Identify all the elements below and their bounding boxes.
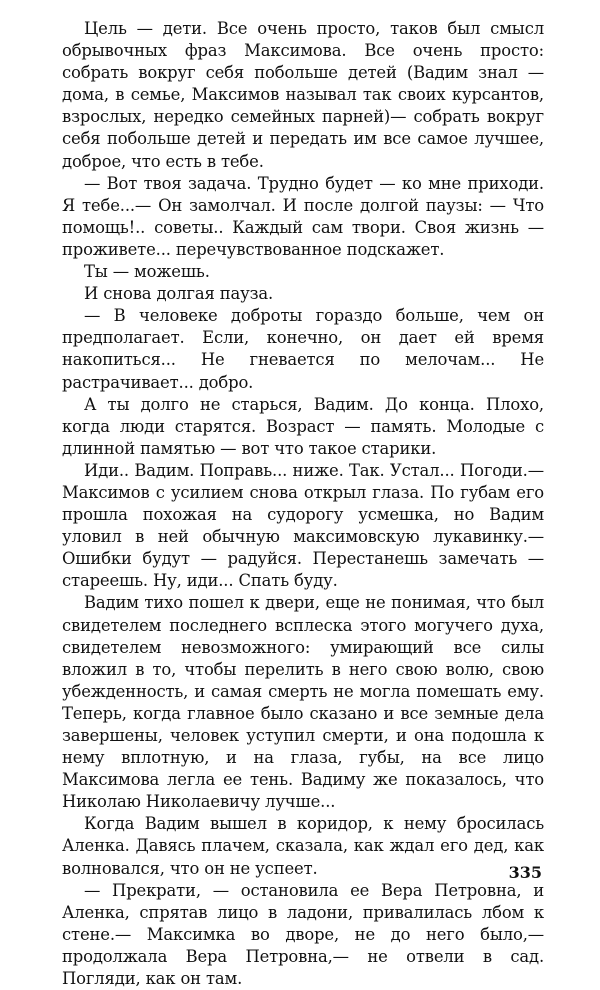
paragraph-alenka: Когда Вадим вышел в коридор, к нему бросилась Аленка. Давясь плачем, сказала, как ждал его дед, как волновался, что он не успеет. — [62, 814, 544, 878]
paragraph-vera-petrovna: — Прекрати, — остановила ее Вера Петровна, и Аленка, спрятав лицо в ладони, привалилась лбом к стене.— Максимка во дворе, не до него было,— продолжала Вера Петровна,— не отвели в сад. Погляди, как он там. — [62, 880, 544, 989]
paragraph-go-vadim: Иди.. Вадим. Поправь... ниже. Так. Устал... Погоди.— Максимов с усилием снова открыл глаза. По губам его прошла похожая на судорогу усмешка, но Вадим уловил в ней обычную максимовскую лукавинку.— Ошибки будут — радуйся. Перестанешь замечать — стареешь. Ну, иди... Спать буду. — [62, 460, 544, 591]
page-number: 335 — [508, 863, 542, 882]
paragraph-your-task: — Вот твоя задача. Трудно будет — ко мне приходи. Я тебе...— Он замолчал. И после долгой паузы: — Что помощь!.. советы.. Каждый сам твори. Своя жизнь — проживете... перечувствованное подскажет. — [62, 173, 544, 259]
paragraph-dont-age: А ты долго не старься, Вадим. До конца. Плохо, когда люди старятся. Возраст — память. Молодые с длинной памятью — вот что такое старики. — [62, 394, 544, 458]
paragraph-goal-children: Цель — дети. Все очень просто, таков был смысл обрывочных фраз Максимова. Все очень просто: собрать вокруг себя побольше детей (Вадим знал — дома, в семье, Максимов называл так своих курсантов, взрослых, нередко семейных парней)— собрать вокруг себя побольше детей и передать им все самое лучшее, доброе, что есть в тебе. — [62, 19, 544, 171]
paragraph-vadim-leaves: Вадим тихо пошел к двери, еще не понимая, что был свидетелем последнего всплеска этого могучего духа, свидетелем невозможного: умирающий все силы вложил в то, чтобы перелить в него свою волю, свою убежденность, и самая смерть не могла помешать ему. Теперь, когда главное было сказано и все земные дела завершены, человек уступил смерти, и она подошла к нему вплотную, и на глаза, губы, на все лицо Максимова легла ее тень. Вадиму же показалось, что Николаю Николаевичу лучше... — [62, 593, 544, 812]
paragraph-kindness: — В человеке доброты гораздо больше, чем он предполагает. Если, конечно, он дает ей время накопиться... Не гневается по мелочам... Не растрачивает... добро. — [62, 306, 544, 392]
paragraph-long-pause: И снова долгая пауза. — [84, 284, 274, 304]
paragraph-you-can: Ты — можешь. — [84, 262, 210, 282]
book-page-text — [62, 18, 544, 990]
